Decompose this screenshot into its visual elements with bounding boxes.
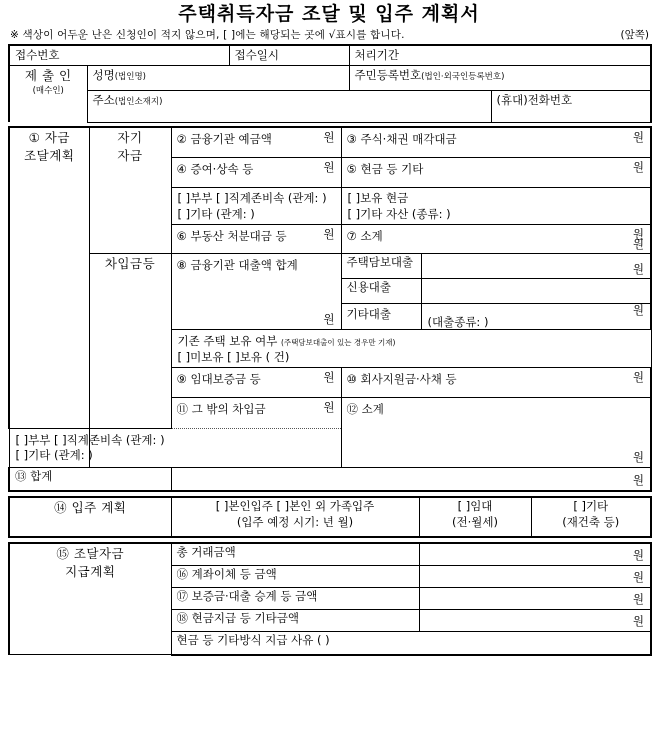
cash-other-cell[interactable] [341,158,651,188]
loan-type-note[interactable]: (대출종류: ) [427,315,489,330]
cash-asset-checks-cell[interactable] [341,188,651,225]
stock-bond-unit: 원 [632,129,644,144]
moving-plan-other-cell[interactable] [531,497,651,537]
gift-check-spouse-lineal[interactable]: [ ]부부 [ ]직계존비속 (관계: ) [177,191,327,206]
phone-field-cell[interactable] [491,90,651,122]
deposit-succession-value-cell[interactable] [419,588,651,610]
other-loan-label-cell [341,304,421,330]
deposit-label: ② 금융기관 예금액 [176,131,272,146]
resident-id-field-cell[interactable] [349,65,651,90]
funding-plan-label-2: 조달계획 [24,147,75,163]
grand-total-label-cell [9,468,171,492]
address-field-cell[interactable] [87,90,491,122]
moving-self-date[interactable]: (입주 예정 시기: 년 월) [236,515,354,530]
payment-plan-label-1: ⑮ 조달자금 [56,546,125,562]
moving-rent-option[interactable]: [ ]임대 [457,499,493,514]
moving-plan-label-cell [9,497,171,537]
mortgage-loan-unit: 원 [632,237,644,252]
borrowed-funds-label: 차입금등 [104,256,156,272]
moving-self-options[interactable]: [ ]본인입주 [ ]본인 외 가족입주 [215,499,375,514]
grand-total-unit: 원 [632,473,644,488]
loan-total-cell[interactable] [171,254,341,330]
cash-other-unit: 원 [632,160,644,175]
deposit-succession-unit: 원 [632,592,644,607]
cash-check-other-asset[interactable]: [ ]기타 자산 (종류: ) [347,206,451,221]
lease-deposit-cell[interactable] [171,368,341,398]
other-borrow-label: ⑪ 그 밖의 차입금 [176,402,266,417]
existing-house-cell[interactable] [171,330,651,368]
gift-inherit-label: ④ 증여·상속 등 [176,162,254,177]
moving-plan-label: ⑭ 입주 계획 [54,500,127,516]
funding-plan-section-cell [9,127,89,428]
cash-payment-value-cell[interactable] [419,610,651,632]
gift-inherit-unit: 원 [323,160,335,175]
payment-plan-label-2: 지급계획 [65,564,116,580]
resident-id-sublabel: (법인·외국인등록번호) [421,71,505,82]
cash-reason-cell[interactable] [171,632,651,655]
lease-deposit-unit: 원 [323,370,335,385]
borrow-subtotal-label: ⑫ 소계 [346,402,384,417]
lease-deposit-label: ⑨ 임대보증금 등 [176,372,261,387]
receipt-datetime-label: 접수일시 [234,48,279,63]
deposit-succession-label-cell [171,588,419,610]
mortgage-loan-label: 주택담보대출 [346,255,414,270]
credit-loan-unit: 원 [632,262,644,277]
gift-check-other[interactable]: [ ]기타 (관계: ) [177,206,255,221]
gift-relation-checks-cell[interactable] [171,188,341,225]
name-label: 성명 [92,67,115,82]
credit-loan-label-cell [341,279,421,304]
stock-bond-cell[interactable] [341,127,651,158]
own-subtotal-unit: 원 [632,227,644,242]
company-support-unit: 원 [632,370,644,385]
transfer-amount-unit: 원 [632,570,644,585]
total-amount-label: 총 거래금액 [176,545,236,560]
address-sublabel: (법인소재지) [114,96,163,107]
page-side-mark: (앞쪽) [620,28,649,41]
other-loan-unit: 원 [632,303,644,318]
submitter-label: 제 출 인 [24,67,72,83]
phone-label: (휴대)전화번호 [496,92,573,107]
other-borrow-unit: 원 [323,400,335,415]
moving-other-sub: (재건축 등) [562,515,620,530]
notice-text: ※ 색상이 어두운 난은 신청인이 적지 않으며, [ ]에는 해당되는 곳에 √표시를 합니다. [10,28,405,41]
page-title: 주택취득자금 조달 및 입주 계획서 [178,3,480,25]
company-support-label: ⑩ 회사지원금·사채 등 [346,372,457,387]
existing-house-note: (주택담보대출이 있는 경우만 기재) [281,338,396,348]
deposit-cell[interactable] [171,127,341,158]
borrow-check-spouse-lineal[interactable]: [ ]부부 [ ]직계존비속 (관계: ) [15,432,165,447]
own-funds-label-1: 자기 [117,129,143,145]
submitter-sublabel: (매수인) [32,85,64,96]
own-funds-label-2: 자금 [117,147,143,163]
funding-plan-label-1: ① 자금 [28,129,70,145]
cash-payment-label-cell [171,610,419,632]
realestate-sale-label: ⑥ 부동산 처분대금 등 [176,229,287,244]
moving-other-option[interactable]: [ ]기타 [573,499,609,514]
cash-payment-label: ⑱ 현금지급 등 기타금액 [176,611,299,626]
processing-time-label: 처리기간 [354,48,399,63]
other-borrow-cell[interactable] [171,398,341,428]
deposit-succession-label: ⑰ 보증금·대출 승계 등 금액 [176,589,318,604]
total-amount-value-cell[interactable] [419,543,651,566]
realestate-sale-cell[interactable] [171,225,341,254]
loan-total-unit: 원 [323,312,335,327]
credit-loan-amount-cell[interactable] [421,262,651,304]
grand-total-label: ⑬ 합계 [15,469,53,484]
payment-plan-label-cell [9,543,171,655]
receipt-number-cell [9,45,229,65]
cash-payment-unit: 원 [632,614,644,629]
receipt-datetime-cell [229,45,349,65]
cash-check-holding[interactable]: [ ]보유 현금 [347,191,409,206]
other-loan-label: 기타대출 [346,307,391,322]
moving-plan-table [8,496,652,538]
name-field-cell[interactable] [87,65,349,90]
loan-total-label: ⑧ 금융기관 대출액 합계 [176,258,298,273]
receipt-number-label: 접수번호 [15,48,60,63]
deposit-unit: 원 [323,129,335,144]
credit-loan-label: 신용대출 [346,280,391,295]
processing-time-cell [349,45,651,65]
grand-total-amount-cell[interactable] [171,468,651,492]
realestate-sale-unit: 원 [323,227,335,242]
submitter-table [8,44,652,123]
borrowed-funds-label-cell [89,254,171,428]
own-subtotal-cell[interactable] [341,225,651,254]
borrow-relation-checks-cell[interactable] [9,428,165,468]
stock-bond-label: ③ 주식·채권 매각대금 [346,131,457,146]
total-amount-label-cell [171,543,419,566]
existing-house-options[interactable]: [ ]미보유 [ ]보유 ( 건) [177,349,290,364]
borrow-subtotal-unit: 원 [632,450,644,465]
cash-other-label: ⑤ 현금 등 기타 [346,162,424,177]
company-support-cell[interactable] [341,368,651,398]
moving-rent-sub: (전·월세) [452,515,498,530]
resident-id-label: 주민등록번호 [354,67,422,82]
transfer-amount-value-cell[interactable] [419,566,651,588]
funding-plan-table [8,126,652,493]
address-label: 주소 [92,92,115,107]
borrow-check-other[interactable]: [ ]기타 (관계: ) [15,448,93,463]
notice-row [8,26,650,45]
borrow-subtotal-cell[interactable] [341,398,651,468]
transfer-amount-label-cell [171,566,419,588]
existing-house-title: 기존 주택 보유 여부 [177,334,278,349]
mortgage-loan-label-cell [341,254,421,279]
payment-plan-table [8,542,652,656]
gift-inherit-cell[interactable] [171,158,341,188]
cash-reason-label[interactable]: 현금 등 기타방식 지급 사유 ( ) [176,633,330,648]
name-sublabel: (법인명) [114,71,146,82]
transfer-amount-label: ⑯ 계좌이체 등 금액 [176,567,277,582]
total-amount-unit: 원 [632,548,644,563]
moving-plan-rent-cell[interactable] [419,497,531,537]
submitter-row-label-cell [9,65,87,122]
own-subtotal-label: ⑦ 소계 [346,229,383,244]
own-funds-label-cell [89,127,171,254]
mortgage-loan-amount-cell[interactable] [421,237,651,279]
other-loan-amount-cell[interactable] [421,304,651,330]
moving-plan-self-cell[interactable] [171,497,419,537]
